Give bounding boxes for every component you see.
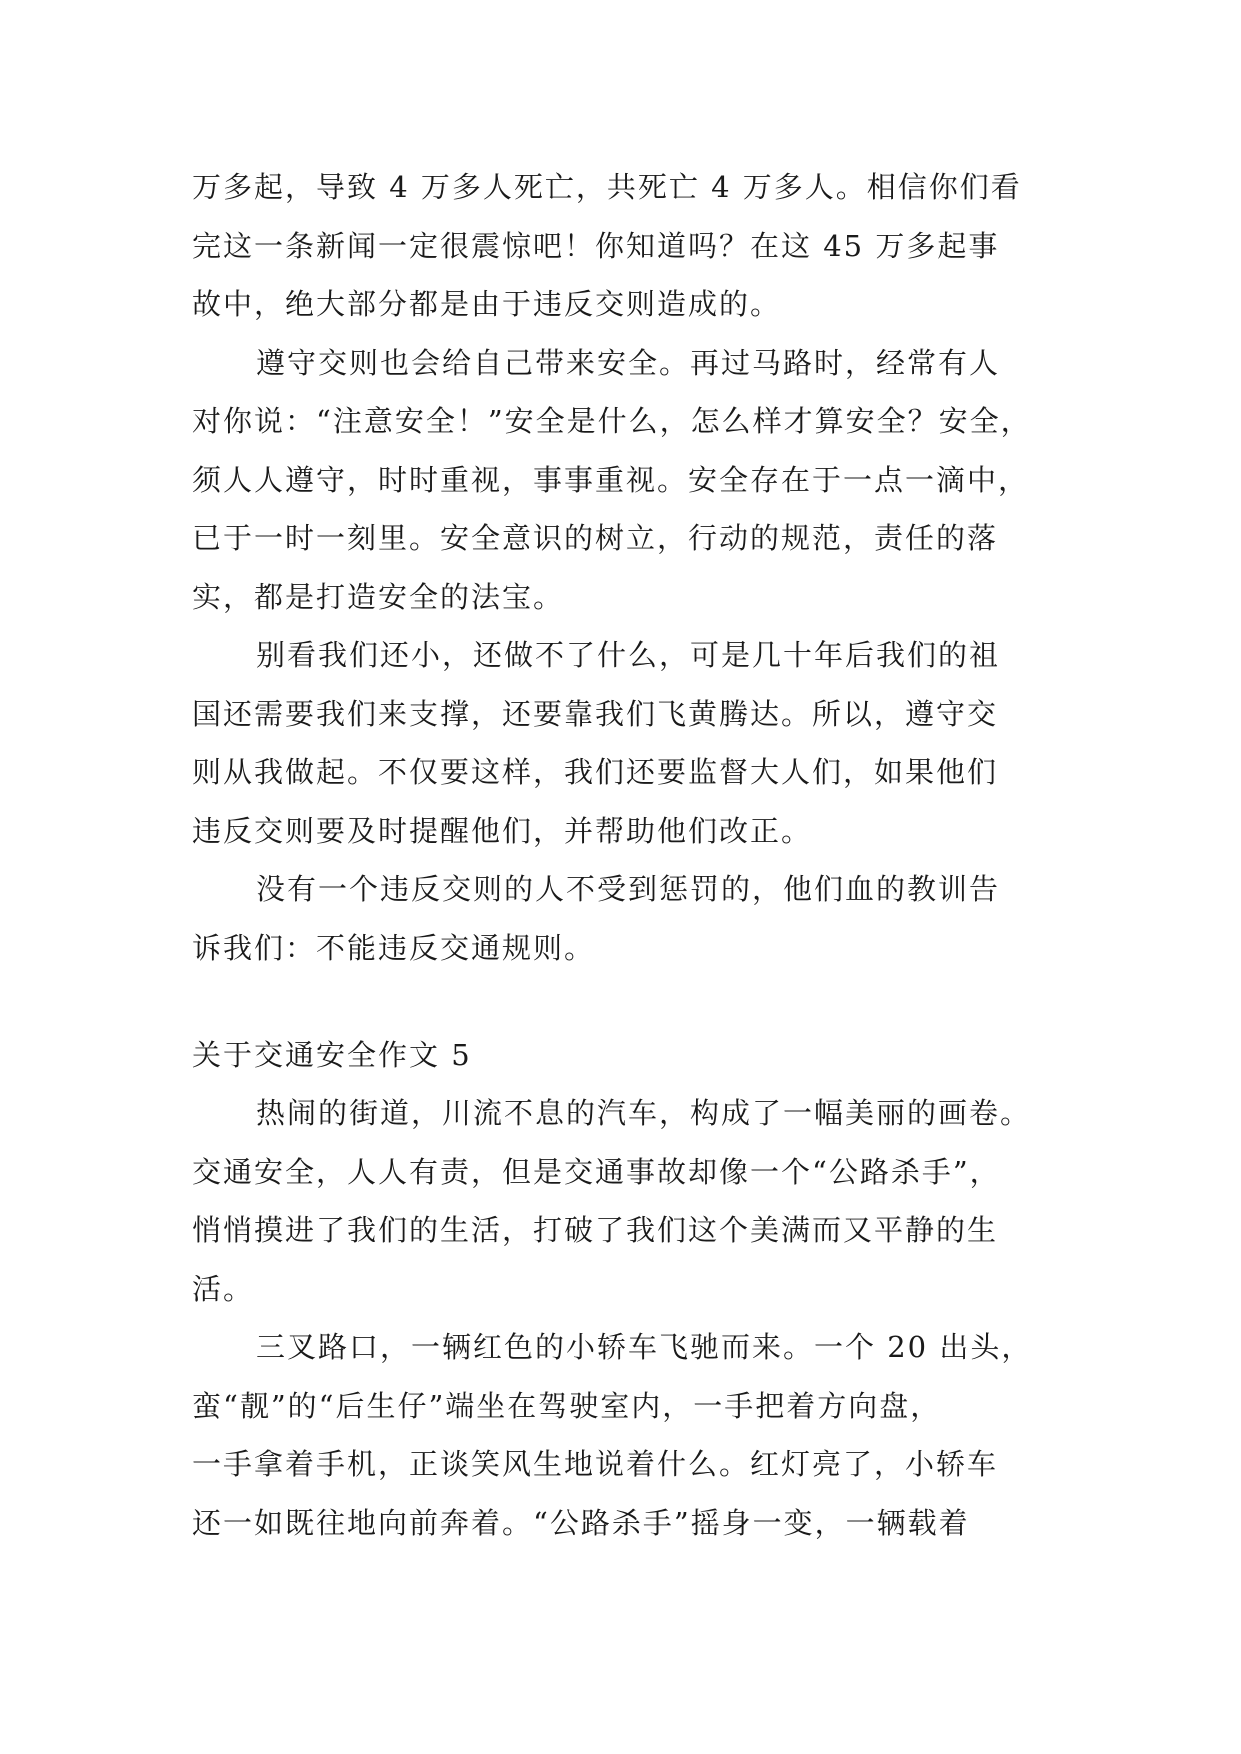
text-line: 须人人遵守，时时重视，事事重视。安全存在于一点一滴中， bbox=[192, 462, 1030, 497]
text-line: 交通安全，人人有责，但是交通事故却像一个“公路杀手”， bbox=[192, 1154, 1001, 1189]
paragraph-start-line: 热闹的街道，川流不息的汽车，构成了一幅美丽的画卷。 bbox=[256, 1096, 1032, 1130]
text-line: 万多起，导致 4 万多人死亡，共死亡 4 万多人。相信你们看 bbox=[192, 170, 1022, 204]
paragraph-start-line: 别看我们还小，还做不了什么，可是几十年后我们的祖 bbox=[256, 638, 1001, 672]
text-line: 蛮“靓”的“后生仔”端坐在驾驶室内，一手把着方向盘， bbox=[192, 1388, 942, 1423]
text-line: 悄悄摸进了我们的生活，打破了我们这个美满而又平静的生 bbox=[192, 1213, 999, 1247]
text-line: 诉我们：不能违反交通规则。 bbox=[192, 930, 596, 965]
text-line: 故中，绝大部分都是由于违反交则造成的。 bbox=[192, 287, 782, 321]
text-line: 实，都是打造安全的法宝。 bbox=[192, 579, 565, 614]
paragraph-start-line: 三叉路口，一辆红色的小轿车飞驰而来。一个 20 出头， bbox=[256, 1330, 1033, 1364]
paragraph-start-line: 遵守交则也会给自己带来安全。再过马路时，经常有人 bbox=[256, 345, 1001, 380]
section-b-text bbox=[192, 1084, 1062, 1552]
text-line: 对你说：“注意安全！”安全是什么，怎么样才算安全？安全， bbox=[192, 404, 1032, 438]
text-line: 完这一条新闻一定很震惊吧！你知道吗？在这 45 万多起事 bbox=[192, 228, 1000, 263]
text-line: 一手拿着手机，正谈笑风生地说着什么。红灯亮了，小轿车 bbox=[192, 1447, 999, 1481]
text-line: 已于一时一刻里。安全意识的树立，行动的规范，责任的落 bbox=[192, 521, 999, 555]
text-line: 活。 bbox=[192, 1271, 255, 1306]
text-line: 违反交则要及时提醒他们，并帮助他们改正。 bbox=[192, 813, 813, 848]
section-a-text bbox=[192, 158, 1062, 977]
text-line: 还一如既往地向前奔着。“公路杀手”摇身一变，一辆载着 bbox=[192, 1505, 970, 1540]
paragraph-start-line: 没有一个违反交则的人不受到惩罚的，他们血的教训告 bbox=[256, 872, 1001, 906]
text-line: 国还需要我们来支撑，还要靠我们飞黄腾达。所以，遵守交 bbox=[192, 696, 999, 731]
section-heading: 关于交通安全作文 5 bbox=[192, 1038, 472, 1072]
text-line: 则从我做起。不仅要这样，我们还要监督大人们，如果他们 bbox=[192, 755, 999, 789]
